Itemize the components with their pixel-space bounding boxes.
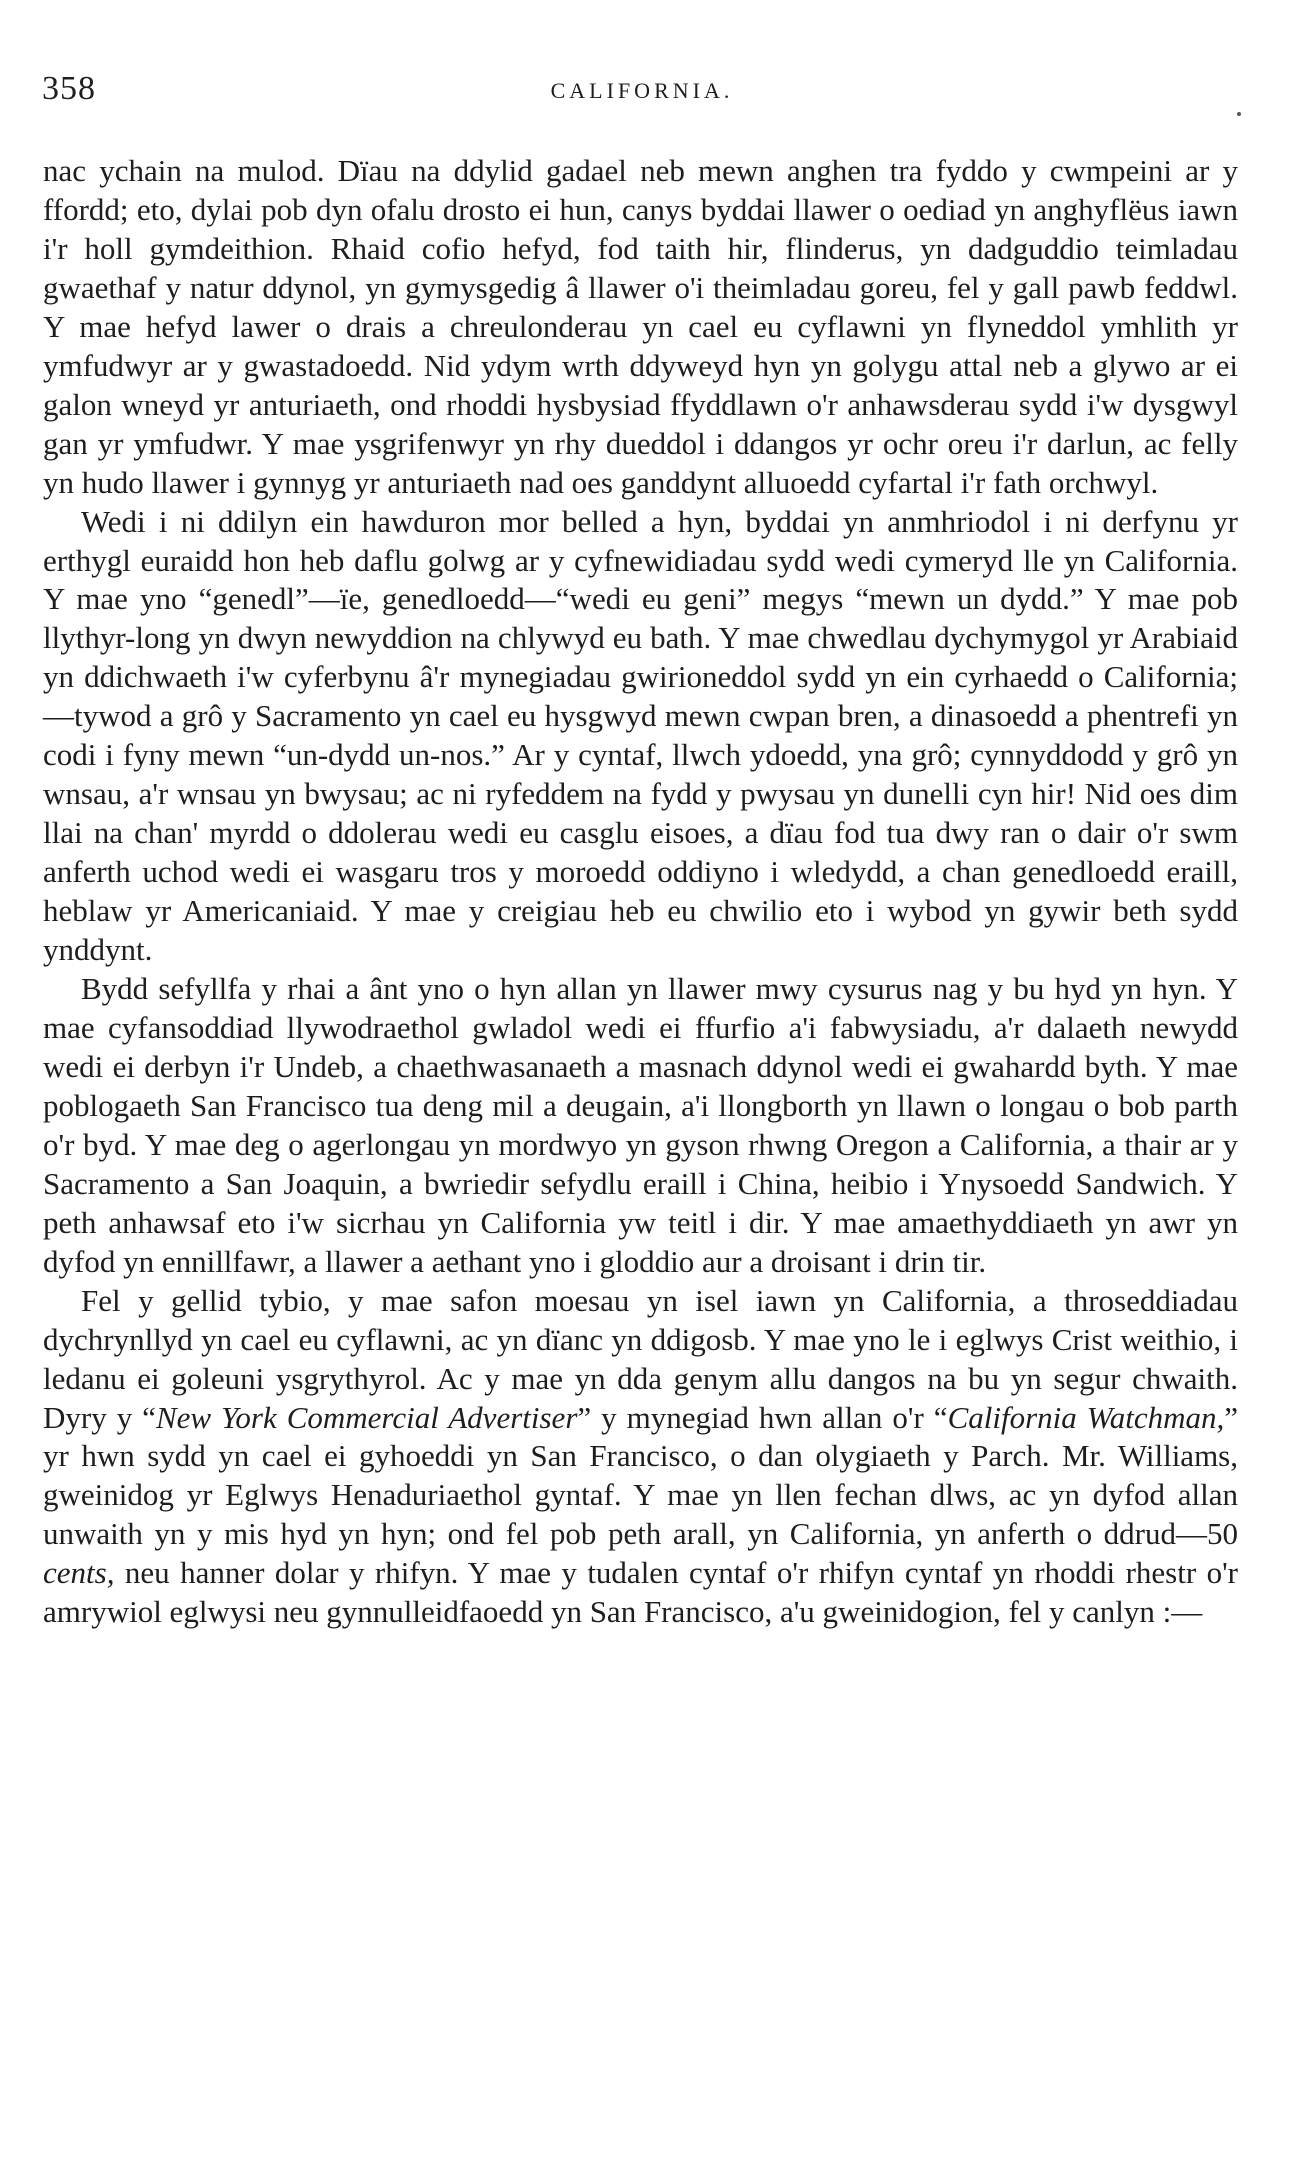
text-run: neu hanner dolar y rhifyn. Y mae y tudalen cyntaf o'r rhifyn cyntaf yn rhoddi rhestr o'r amrywiol eglwysi neu gynnulleidfaoedd yn San Francisco, a'u gweinidogion, fel y canlyn :— xyxy=(43,1555,1238,1630)
italic-text: cents, xyxy=(43,1555,115,1591)
page-number: 358 xyxy=(42,70,96,107)
text-run: ” yr hwn sydd yn cael ei gyhoeddi yn San Francisco, o dan olygiaeth y Parch. Mr. Williams, gweinidog yr Eglwys Henaduriaethol gyntaf. Y mae yn llen fechan dlws, ac yn dyfod allan unwaith yn y mis hyd yn hyn; ond fel pob peth arall, yn California, yn anferth o ddrud—50 xyxy=(43,1399,1238,1552)
ink-speck xyxy=(1237,112,1241,116)
page-header xyxy=(42,70,1242,120)
paragraph xyxy=(43,970,1238,1282)
text-run: nac ychain na mulod. Dïau na ddylid gadael neb mewn anghen tra fyddo y cwmpeini ar y ffordd; eto, dylai pob dyn ofalu drosto ei hun, canys byddai llawer o oediad yn anghyflëus iawn i'r holl gymdeithion. Rhaid cofio hefyd, fod taith hir, flinderus, yn dadguddio teimladau gwaethaf y natur ddynol, yn gymysgedig â llawer o'i theimladau goreu, fel y gall pawb feddwl. Y mae hefyd lawer o drais a chreulonderau yn cael eu cyflawni yn flyneddol ymhlith yr ymfudwyr ar y gwastadoedd. Nid ydym wrth ddyweyd hyn yn golygu attal neb a glywo ar ei galon wneyd yr anturiaeth, ond rhoddi hysbysiad ffyddlawn o'r anhawsderau sydd i'w dysgwyl gan yr ymfudwr. Y mae ysgrifenwyr yn rhy dueddol i ddangos yr ochr oreu i'r darlun, ac felly yn hudo llawer i gynnyg yr anturiaeth nad oes ganddynt alluoedd cyfartal i'r fath orchwyl. xyxy=(43,153,1238,500)
text-run: ” y mynegiad hwn allan o'r “ xyxy=(577,1399,948,1435)
text-run: Bydd sefyllfa y rhai a ânt yno o hyn allan yn llawer mwy cysurus nag y bu hyd yn hyn. Y mae cyfansoddiad llywodraethol gwladol wedi ei ffurfio a'i fabwysiadu, a'r dalaeth newydd wedi ei derbyn i'r Undeb, a chaethwasanaeth a masnach ddynol wedi ei gwahardd byth. Y mae poblogaeth San Francisco tua deng mil a deugain, a'i llongborth yn llawn o longau o bob parth o'r byd. Y mae deg o agerlongau yn mordwyo yn gyson rhwng Oregon a California, a thair ar y Sacramento a San Joaquin, a bwriedir sefydlu eraill i China, heibio i Ynysoedd Sandwich. Y peth anhawsaf eto i'w sicrhau yn California yw teitl i dir. Y mae amaethyddiaeth yn awr yn dyfod yn ennillfawr, a llawer a aethant yno i gloddio aur a droisant i drin tir. xyxy=(43,971,1238,1279)
paragraph xyxy=(43,1282,1238,1633)
running-head: CALIFORNIA. xyxy=(550,78,734,103)
italic-text: California Watchman, xyxy=(947,1399,1225,1435)
paragraph xyxy=(43,503,1238,970)
text-run: Fel y gellid tybio, y mae safon moesau yn isel iawn yn California, a throseddiadau dychrynllyd yn cael eu cyflawni, ac yn dïanc yn ddigosb. Y mae yno le i eglwys Crist weithio, i ledanu ei goleuni ysgrythyrol. Ac y mae yn dda genym allu dangos na bu yn segur chwaith. Dyry y “ xyxy=(43,1282,1238,1435)
text-run: Wedi i ni ddilyn ein hawduron mor belled a hyn, byddai yn anmhriodol i ni derfynu yr erthygl euraidd hon heb daflu golwg ar y cyfnewidiadau sydd wedi cymeryd lle yn California. Y mae yno “genedl”—ïe, genedloedd—“wedi eu geni” megys “mewn un dydd.” Y mae pob llythyr-long yn dwyn newyddion na chlywyd eu bath. Y mae chwedlau dychymygol yr Arabiaid yn ddichwaeth i'w cyferbynu â'r mynegiadau gwirioneddol sydd yn ein cyrhaedd o California;—tywod a grô y Sacramento yn cael eu hysgwyd mewn cwpan bren, a dinasoedd a phentrefi yn codi i fyny mewn “un-dydd un-nos.” Ar y cyntaf, llwch ydoedd, yna grô; cynnyddodd y grô yn wnsau, a'r wnsau yn bwysau; ac ni ryfeddem na fydd y pwysau yn dunelli cyn hir! Nid oes dim llai na chan' myrdd o ddolerau wedi eu casglu eisoes, a dïau fod tua dwy ran o dair o'r swm anferth uchod wedi ei wasgaru tros y moroedd oddiyno i wledydd, a chan genedloedd eraill, heblaw yr Americaniaid. Y mae y creigiau heb eu chwilio eto i wybod yn gywir beth sydd ynddynt. xyxy=(43,503,1238,968)
paragraph xyxy=(43,152,1238,503)
italic-text: New York Commercial Advertiser xyxy=(155,1399,578,1435)
body-text xyxy=(43,152,1238,1632)
